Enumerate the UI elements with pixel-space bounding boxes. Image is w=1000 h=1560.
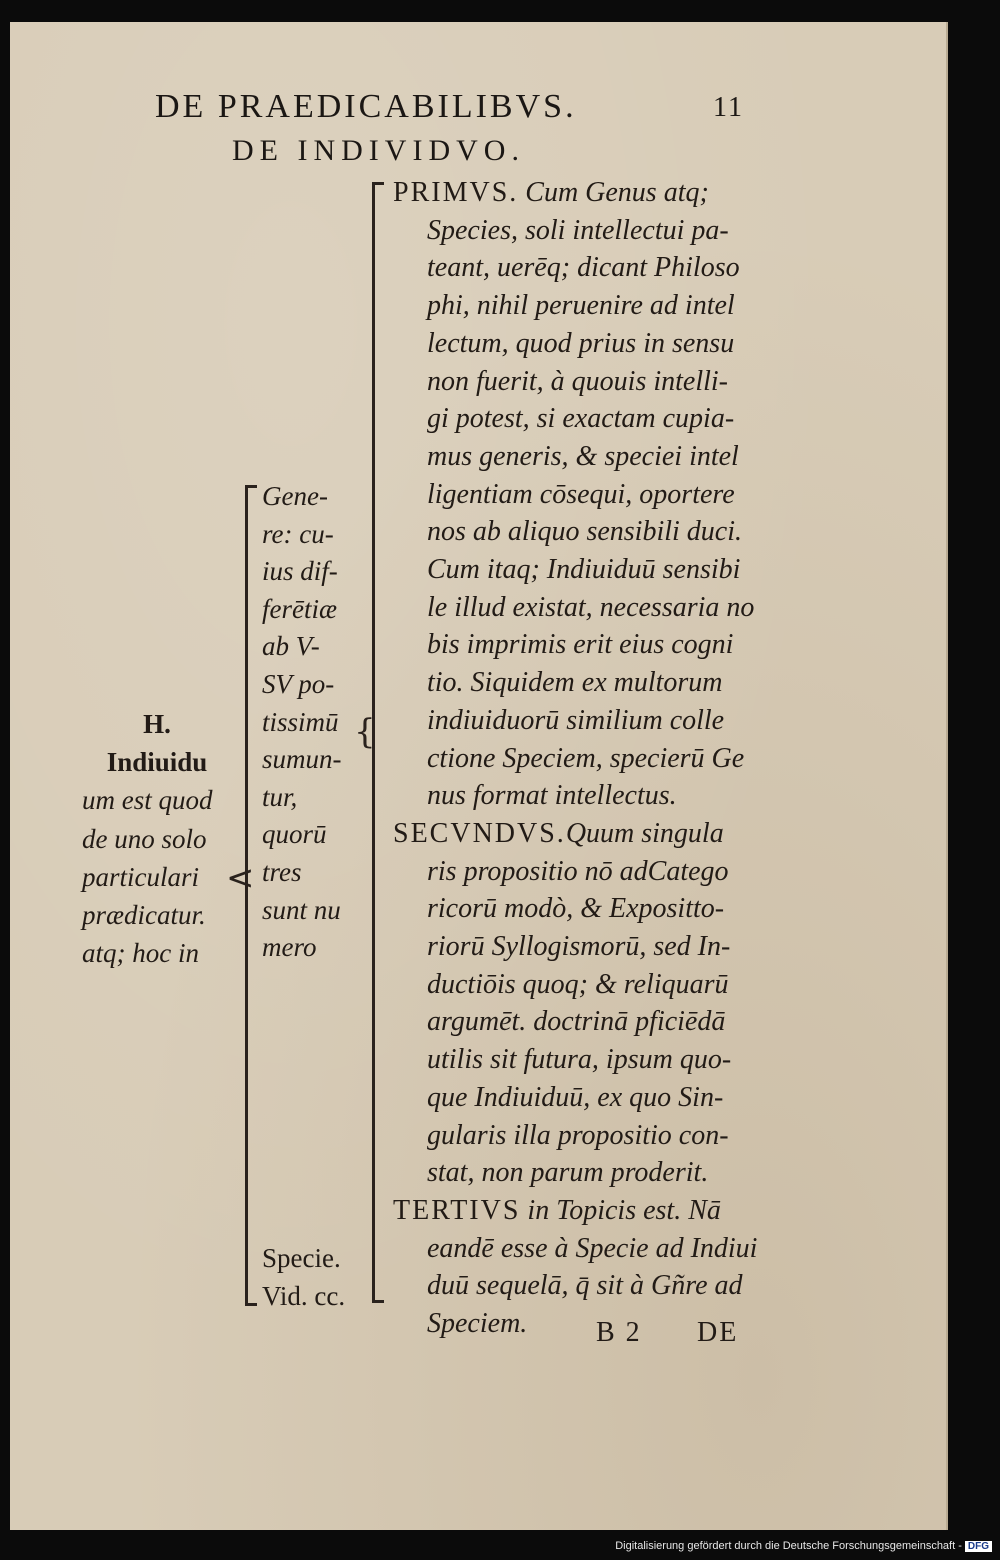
text-line: particulari — [82, 861, 200, 892]
text-line — [393, 740, 757, 778]
text-line — [393, 702, 757, 740]
line-text: duū sequelā, q̄ sit à Gñre ad — [427, 1270, 743, 1302]
line-text: argumēt. doctrinā pficiēdā — [427, 1006, 726, 1038]
text-line: atq; hoc in — [82, 938, 199, 969]
text-line: Vid. cc. — [262, 1280, 346, 1311]
text-line: tissimū — [262, 706, 339, 737]
text-line: tres — [262, 856, 302, 887]
text-line — [393, 589, 757, 627]
text-line: sunt nu — [262, 894, 341, 925]
line-text: phi, nihil peruenire ad intel — [427, 290, 735, 322]
line-text: in Topicis est. Nā — [520, 1194, 721, 1226]
line-text: que Indiuiduū, ex quo Sin- — [427, 1081, 724, 1113]
text-line: de uno solo — [82, 823, 207, 854]
brace-point-icon: < — [226, 858, 255, 898]
line-text: ricorū modò, & Expositto- — [427, 893, 725, 925]
text-line — [393, 551, 757, 589]
text-line — [393, 287, 757, 325]
catchword: DE — [697, 1317, 739, 1348]
text-line: SV po- — [262, 668, 335, 699]
text-line — [393, 325, 757, 363]
line-text: Species, soli intellectui pa- — [427, 214, 729, 246]
left-gloss-column — [82, 705, 232, 972]
text-line: Specie. — [262, 1243, 341, 1273]
text-line: ab V- — [262, 631, 320, 662]
text-line — [393, 400, 757, 438]
dfg-logo: DFG — [965, 1541, 992, 1552]
text-line: mero — [262, 932, 317, 963]
line-text: non fuerit, à quouis intelli- — [427, 365, 728, 397]
middle-gloss-tail — [262, 1240, 345, 1315]
line-text: gi potest, si exactam cupia- — [427, 403, 735, 435]
text-line — [393, 513, 757, 551]
paragraph-lead: SECVNDVS. — [393, 817, 566, 849]
text-line — [393, 1003, 757, 1041]
main-brace-bottom — [372, 1300, 384, 1303]
line-text: ctione Speciem, specierū Ge — [427, 742, 745, 774]
text-line — [393, 815, 757, 853]
line-text: indiuiduorū similium colle — [427, 704, 725, 736]
text-line — [393, 249, 757, 287]
line-text: mus generis, & speciei intel — [427, 440, 739, 472]
text-line: tur, — [262, 781, 298, 812]
text-line — [393, 174, 757, 212]
running-header: DE PRAEDICABILIBVS. — [155, 88, 577, 125]
paragraph-lead: PRIMVS. — [393, 177, 519, 208]
text-line: Indiuidu — [106, 747, 208, 778]
text-line: ius dif- — [262, 556, 338, 587]
text-line — [393, 664, 757, 702]
line-text: Speciem. — [427, 1308, 528, 1340]
text-line — [393, 777, 757, 815]
line-text: lectum, quod prius in sensu — [427, 327, 735, 359]
text-line: re: cu- — [262, 518, 334, 549]
line-text: ductiōis quoq; & reliquarū — [427, 968, 729, 1000]
text-line: um est quod — [82, 785, 213, 816]
text-line — [393, 1117, 757, 1155]
credit-text: Digitalisierung gefördert durch die Deutsche Forschungsgemeinschaft - — [615, 1540, 962, 1552]
text-line — [393, 1154, 757, 1192]
line-text: riorū Syllogismorū, sed In- — [427, 931, 731, 963]
text-line — [393, 890, 757, 928]
text-line — [393, 212, 757, 250]
brace-point-icon: { — [354, 712, 376, 752]
page-number: 11 — [713, 92, 744, 123]
line-text: nos ab aliquo sensibili duci. — [427, 516, 742, 548]
middle-brace-bottom — [245, 1303, 257, 1306]
line-text: ris propositio nō adCatego — [427, 855, 729, 887]
line-text: Cum itaq; Indiuiduū sensibi — [427, 554, 741, 586]
line-text: ligentiam cōsequi, oportere — [427, 478, 735, 510]
line-text: tio. Siquidem ex multorum — [427, 667, 723, 699]
chapter-heading: DE INDIVIDVO. — [232, 134, 525, 167]
line-text: nus format intellectus. — [427, 780, 677, 812]
line-text: gularis illa propositio con- — [427, 1119, 729, 1151]
text-line — [393, 1192, 757, 1230]
text-line — [393, 363, 757, 401]
middle-gloss-column — [262, 478, 342, 967]
text-line — [393, 928, 757, 966]
line-text: bis imprimis erit eius cogni — [427, 629, 734, 661]
line-text: stat, non parum proderit. — [427, 1157, 709, 1189]
text-line: H. — [143, 709, 171, 739]
paragraph-lead: TERTIVS — [393, 1194, 521, 1226]
line-text: utilis sit futura, ipsum quo- — [427, 1044, 732, 1076]
text-line: quorū — [262, 819, 327, 850]
line-text: eandē esse à Specie ad Indiui — [427, 1232, 758, 1264]
text-line — [393, 1267, 757, 1305]
line-text: Quum singula — [565, 817, 724, 849]
line-text: teant, uerēq; dicant Philoso — [427, 252, 740, 284]
text-line — [393, 1230, 757, 1268]
text-line: sumun- — [262, 744, 342, 775]
main-brace-top — [372, 182, 384, 185]
text-line: prædicatur. — [82, 900, 206, 931]
text-line — [393, 476, 757, 514]
middle-brace-top — [245, 485, 257, 488]
text-line — [393, 438, 757, 476]
text-line — [393, 966, 757, 1004]
text-line: Gene- — [262, 481, 328, 511]
text-line — [393, 1041, 757, 1079]
text-line — [393, 626, 757, 664]
text-line — [393, 853, 757, 891]
line-text: Cum Genus atq; — [518, 177, 709, 208]
digitization-credit — [580, 1540, 992, 1556]
main-text-column — [393, 174, 757, 1343]
text-line — [393, 1079, 757, 1117]
text-line: ferētiæ — [262, 593, 337, 624]
line-text: le illud existat, necessaria no — [427, 591, 755, 623]
signature-mark: B 2 — [596, 1317, 642, 1348]
